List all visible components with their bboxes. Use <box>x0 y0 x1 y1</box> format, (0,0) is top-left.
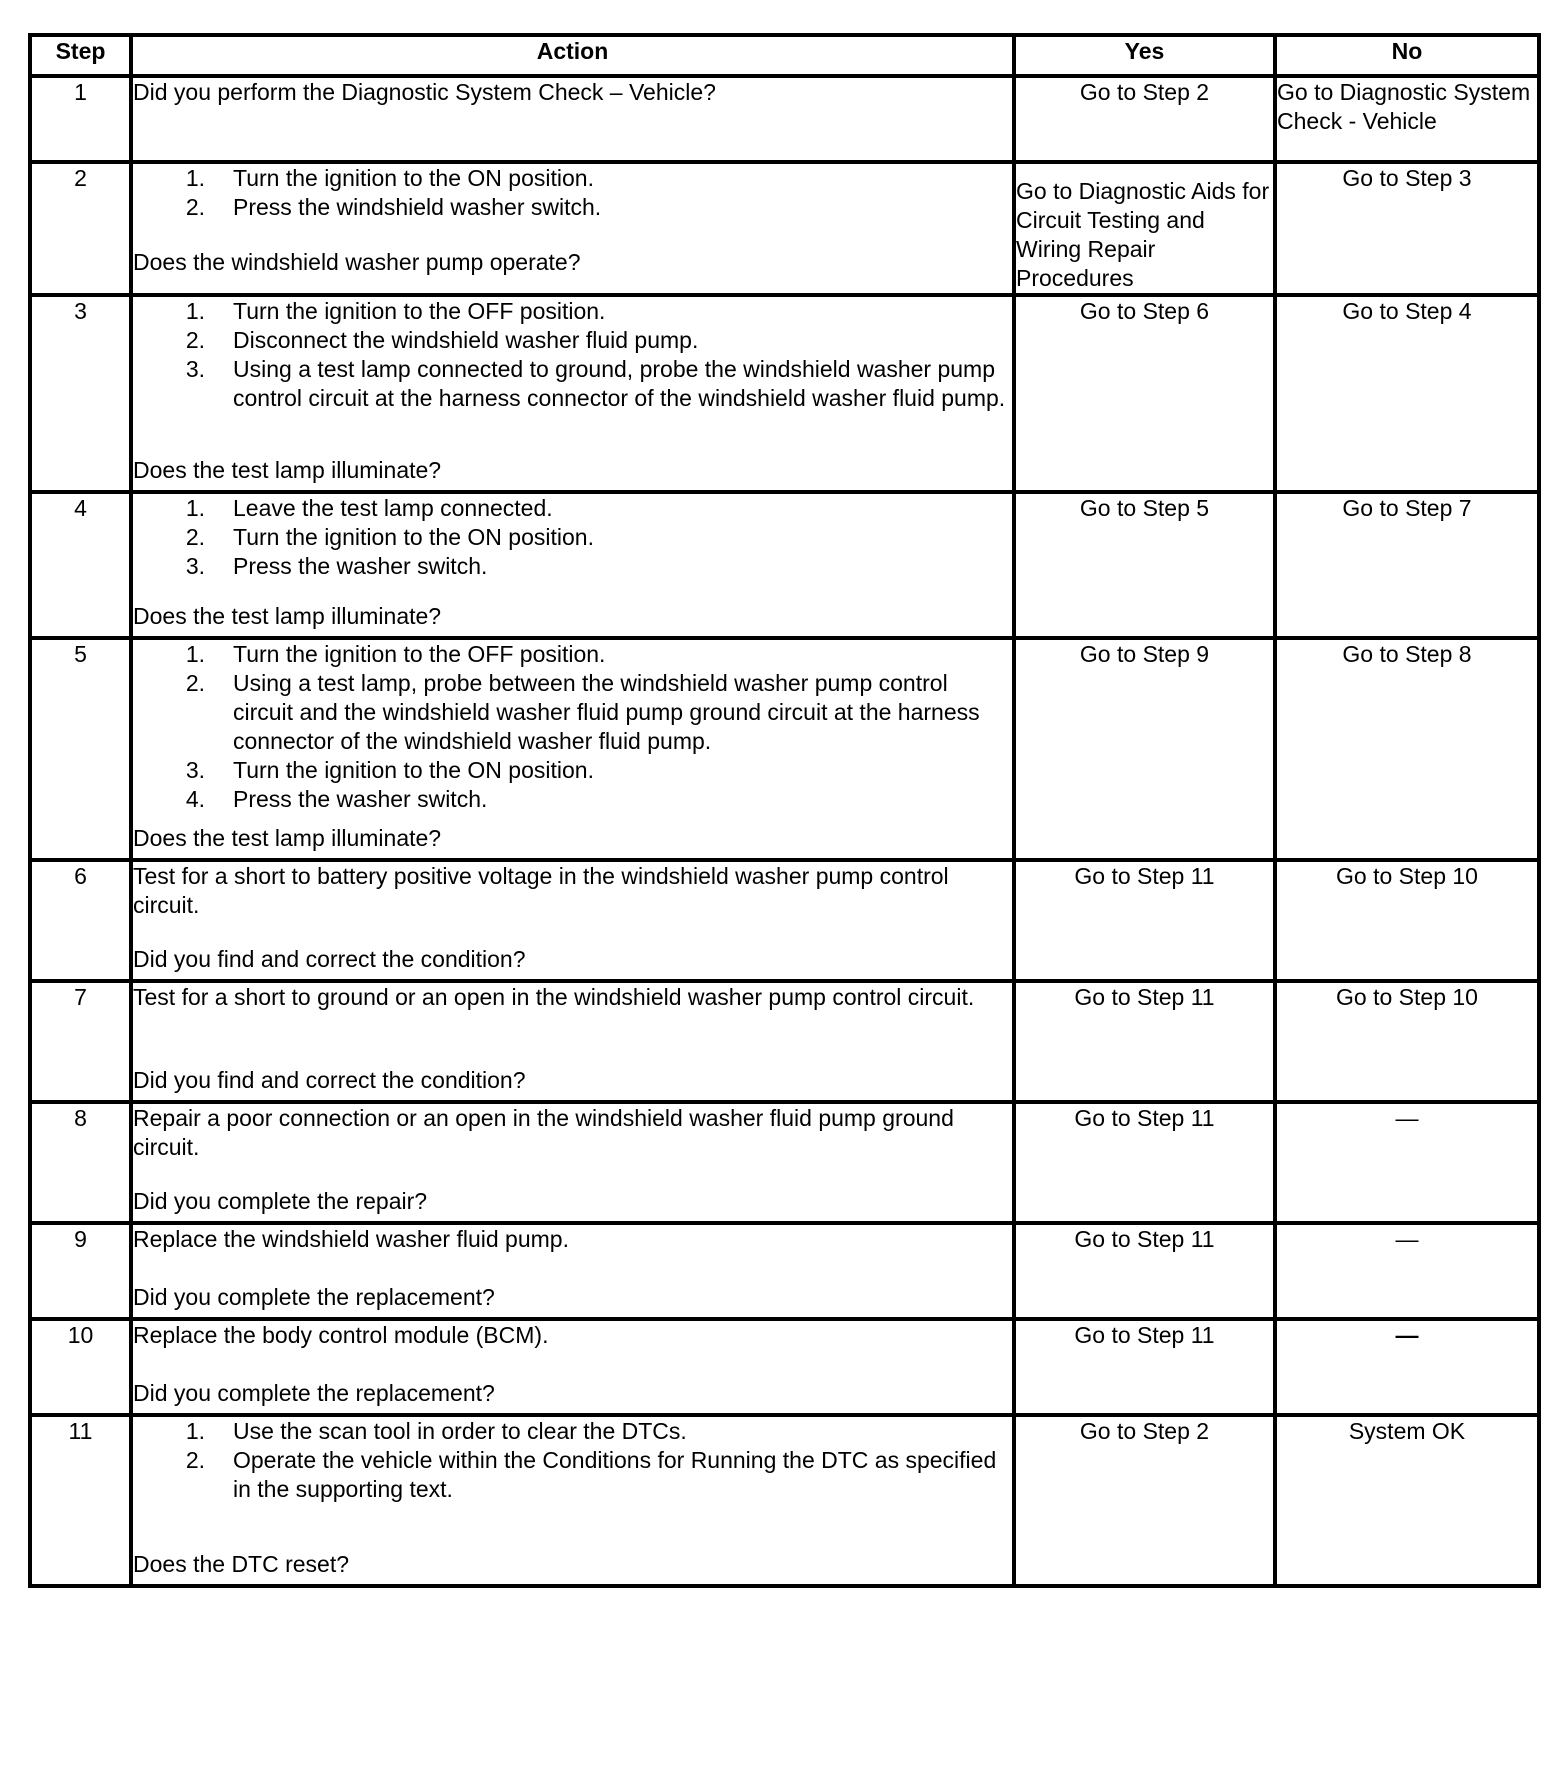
table-row <box>30 860 1539 981</box>
action-question: Does the test lamp illuminate? <box>133 457 442 483</box>
action-intro: Test for a short to ground or an open in the windshield washer pump control circuit. <box>133 984 975 1010</box>
step-number: 2 <box>30 162 131 295</box>
action-question: Did you complete the replacement? <box>133 1380 495 1406</box>
table-row <box>30 1415 1539 1586</box>
yes-cell: Go to Step 5 <box>1014 492 1275 638</box>
action-intro: Test for a short to battery positive voltage in the windshield washer pump control circuit. <box>133 863 949 918</box>
header-action: Action <box>131 35 1014 76</box>
table-row <box>30 638 1539 860</box>
table-row <box>30 1319 1539 1415</box>
list-item: 4. Press the washer switch. <box>185 786 488 812</box>
list-item: 1. Turn the ignition to the OFF position. <box>185 641 606 667</box>
diagnostic-table <box>28 33 1541 1588</box>
yes-cell: Go to Step 11 <box>1014 981 1275 1102</box>
action-question: Did you complete the repair? <box>133 1188 428 1214</box>
action-cell <box>131 1415 1014 1586</box>
no-cell: — <box>1275 1102 1539 1223</box>
no-cell: Go to Step 8 <box>1275 638 1539 860</box>
table-row <box>30 1102 1539 1223</box>
action-question: Does the test lamp illuminate? <box>133 825 442 851</box>
table-row <box>30 981 1539 1102</box>
action-cell <box>131 638 1014 860</box>
no-cell: System OK <box>1275 1415 1539 1586</box>
yes-cell: Go to Step 11 <box>1014 1223 1275 1319</box>
table-row <box>30 162 1539 295</box>
step-number: 10 <box>30 1319 131 1415</box>
action-cell <box>131 295 1014 492</box>
step-number: 8 <box>30 1102 131 1223</box>
action-question: Does the test lamp illuminate? <box>133 603 442 629</box>
yes-cell: Go to Step 2 <box>1014 76 1275 162</box>
list-item: 2. Press the windshield washer switch. <box>185 194 602 220</box>
no-cell: Go to Step 4 <box>1275 295 1539 492</box>
list-item: 3. Press the washer switch. <box>185 553 488 579</box>
step-number: 1 <box>30 76 131 162</box>
action-steps <box>133 164 1012 222</box>
yes-cell: Go to Diagnostic Aids for Circuit Testing and Wiring Repair Procedures <box>1014 162 1275 295</box>
list-item: 1. Turn the ignition to the ON position. <box>185 165 594 191</box>
action-cell <box>131 162 1014 295</box>
yes-cell: Go to Step 11 <box>1014 860 1275 981</box>
yes-cell: Go to Step 11 <box>1014 1319 1275 1415</box>
no-cell: — <box>1275 1223 1539 1319</box>
action-intro: Replace the windshield washer fluid pump. <box>133 1226 569 1252</box>
table-row <box>30 492 1539 638</box>
action-cell <box>131 1223 1014 1319</box>
header-step: Step <box>30 35 131 76</box>
list-item: 2. Turn the ignition to the ON position. <box>185 524 594 550</box>
step-number: 11 <box>30 1415 131 1586</box>
list-item: 1. Leave the test lamp connected. <box>185 495 553 521</box>
yes-cell: Go to Step 9 <box>1014 638 1275 860</box>
no-cell: Go to Step 10 <box>1275 981 1539 1102</box>
yes-cell: Go to Step 6 <box>1014 295 1275 492</box>
step-number: 5 <box>30 638 131 860</box>
action-question: Did you complete the replacement? <box>133 1284 495 1310</box>
action-cell <box>131 1319 1014 1415</box>
table-row <box>30 1223 1539 1319</box>
step-number: 4 <box>30 492 131 638</box>
action-cell <box>131 492 1014 638</box>
action-question: Did you find and correct the condition? <box>133 946 526 972</box>
action-intro: Did you perform the Diagnostic System Check – Vehicle? <box>133 79 716 105</box>
list-item: 2. Using a test lamp, probe between the windshield washer pump control circuit and the windshield washer fluid pump ground circuit at the harness connector of the windshield washer fluid pump. <box>185 670 980 754</box>
action-steps <box>133 297 1012 413</box>
step-number: 6 <box>30 860 131 981</box>
list-item: 2. Operate the vehicle within the Conditions for Running the DTC as specified in the supporting text. <box>185 1447 997 1502</box>
action-intro: Repair a poor connection or an open in the windshield washer fluid pump ground circuit. <box>133 1105 954 1160</box>
step-number: 9 <box>30 1223 131 1319</box>
action-steps <box>133 640 1012 814</box>
list-item: 3. Turn the ignition to the ON position. <box>185 757 594 783</box>
step-number: 7 <box>30 981 131 1102</box>
action-steps <box>133 1417 1012 1504</box>
no-cell: Go to Diagnostic System Check - Vehicle <box>1275 76 1539 162</box>
header-no: No <box>1275 35 1539 76</box>
action-question: Did you find and correct the condition? <box>133 1067 526 1093</box>
action-cell <box>131 860 1014 981</box>
action-cell <box>131 981 1014 1102</box>
action-cell <box>131 76 1014 162</box>
no-cell: Go to Step 3 <box>1275 162 1539 295</box>
header-row <box>30 35 1539 76</box>
action-cell <box>131 1102 1014 1223</box>
list-item: 2. Disconnect the windshield washer fluid pump. <box>185 327 699 353</box>
table-row <box>30 76 1539 162</box>
no-cell: Go to Step 7 <box>1275 492 1539 638</box>
list-item: 3. Using a test lamp connected to ground, probe the windshield washer pump control circuit at the harness connector of the windshield washer fluid pump. <box>185 356 1006 411</box>
action-question: Does the windshield washer pump operate? <box>133 249 581 275</box>
yes-cell: Go to Step 2 <box>1014 1415 1275 1586</box>
action-question: Does the DTC reset? <box>133 1551 350 1577</box>
step-number: 3 <box>30 295 131 492</box>
list-item: 1. Use the scan tool in order to clear the DTCs. <box>185 1418 687 1444</box>
action-steps <box>133 494 1012 581</box>
no-cell: Go to Step 10 <box>1275 860 1539 981</box>
yes-cell: Go to Step 11 <box>1014 1102 1275 1223</box>
no-cell: — <box>1275 1319 1539 1415</box>
table-row <box>30 295 1539 492</box>
header-yes: Yes <box>1014 35 1275 76</box>
list-item: 1. Turn the ignition to the OFF position. <box>185 298 606 324</box>
action-intro: Replace the body control module (BCM). <box>133 1322 549 1348</box>
